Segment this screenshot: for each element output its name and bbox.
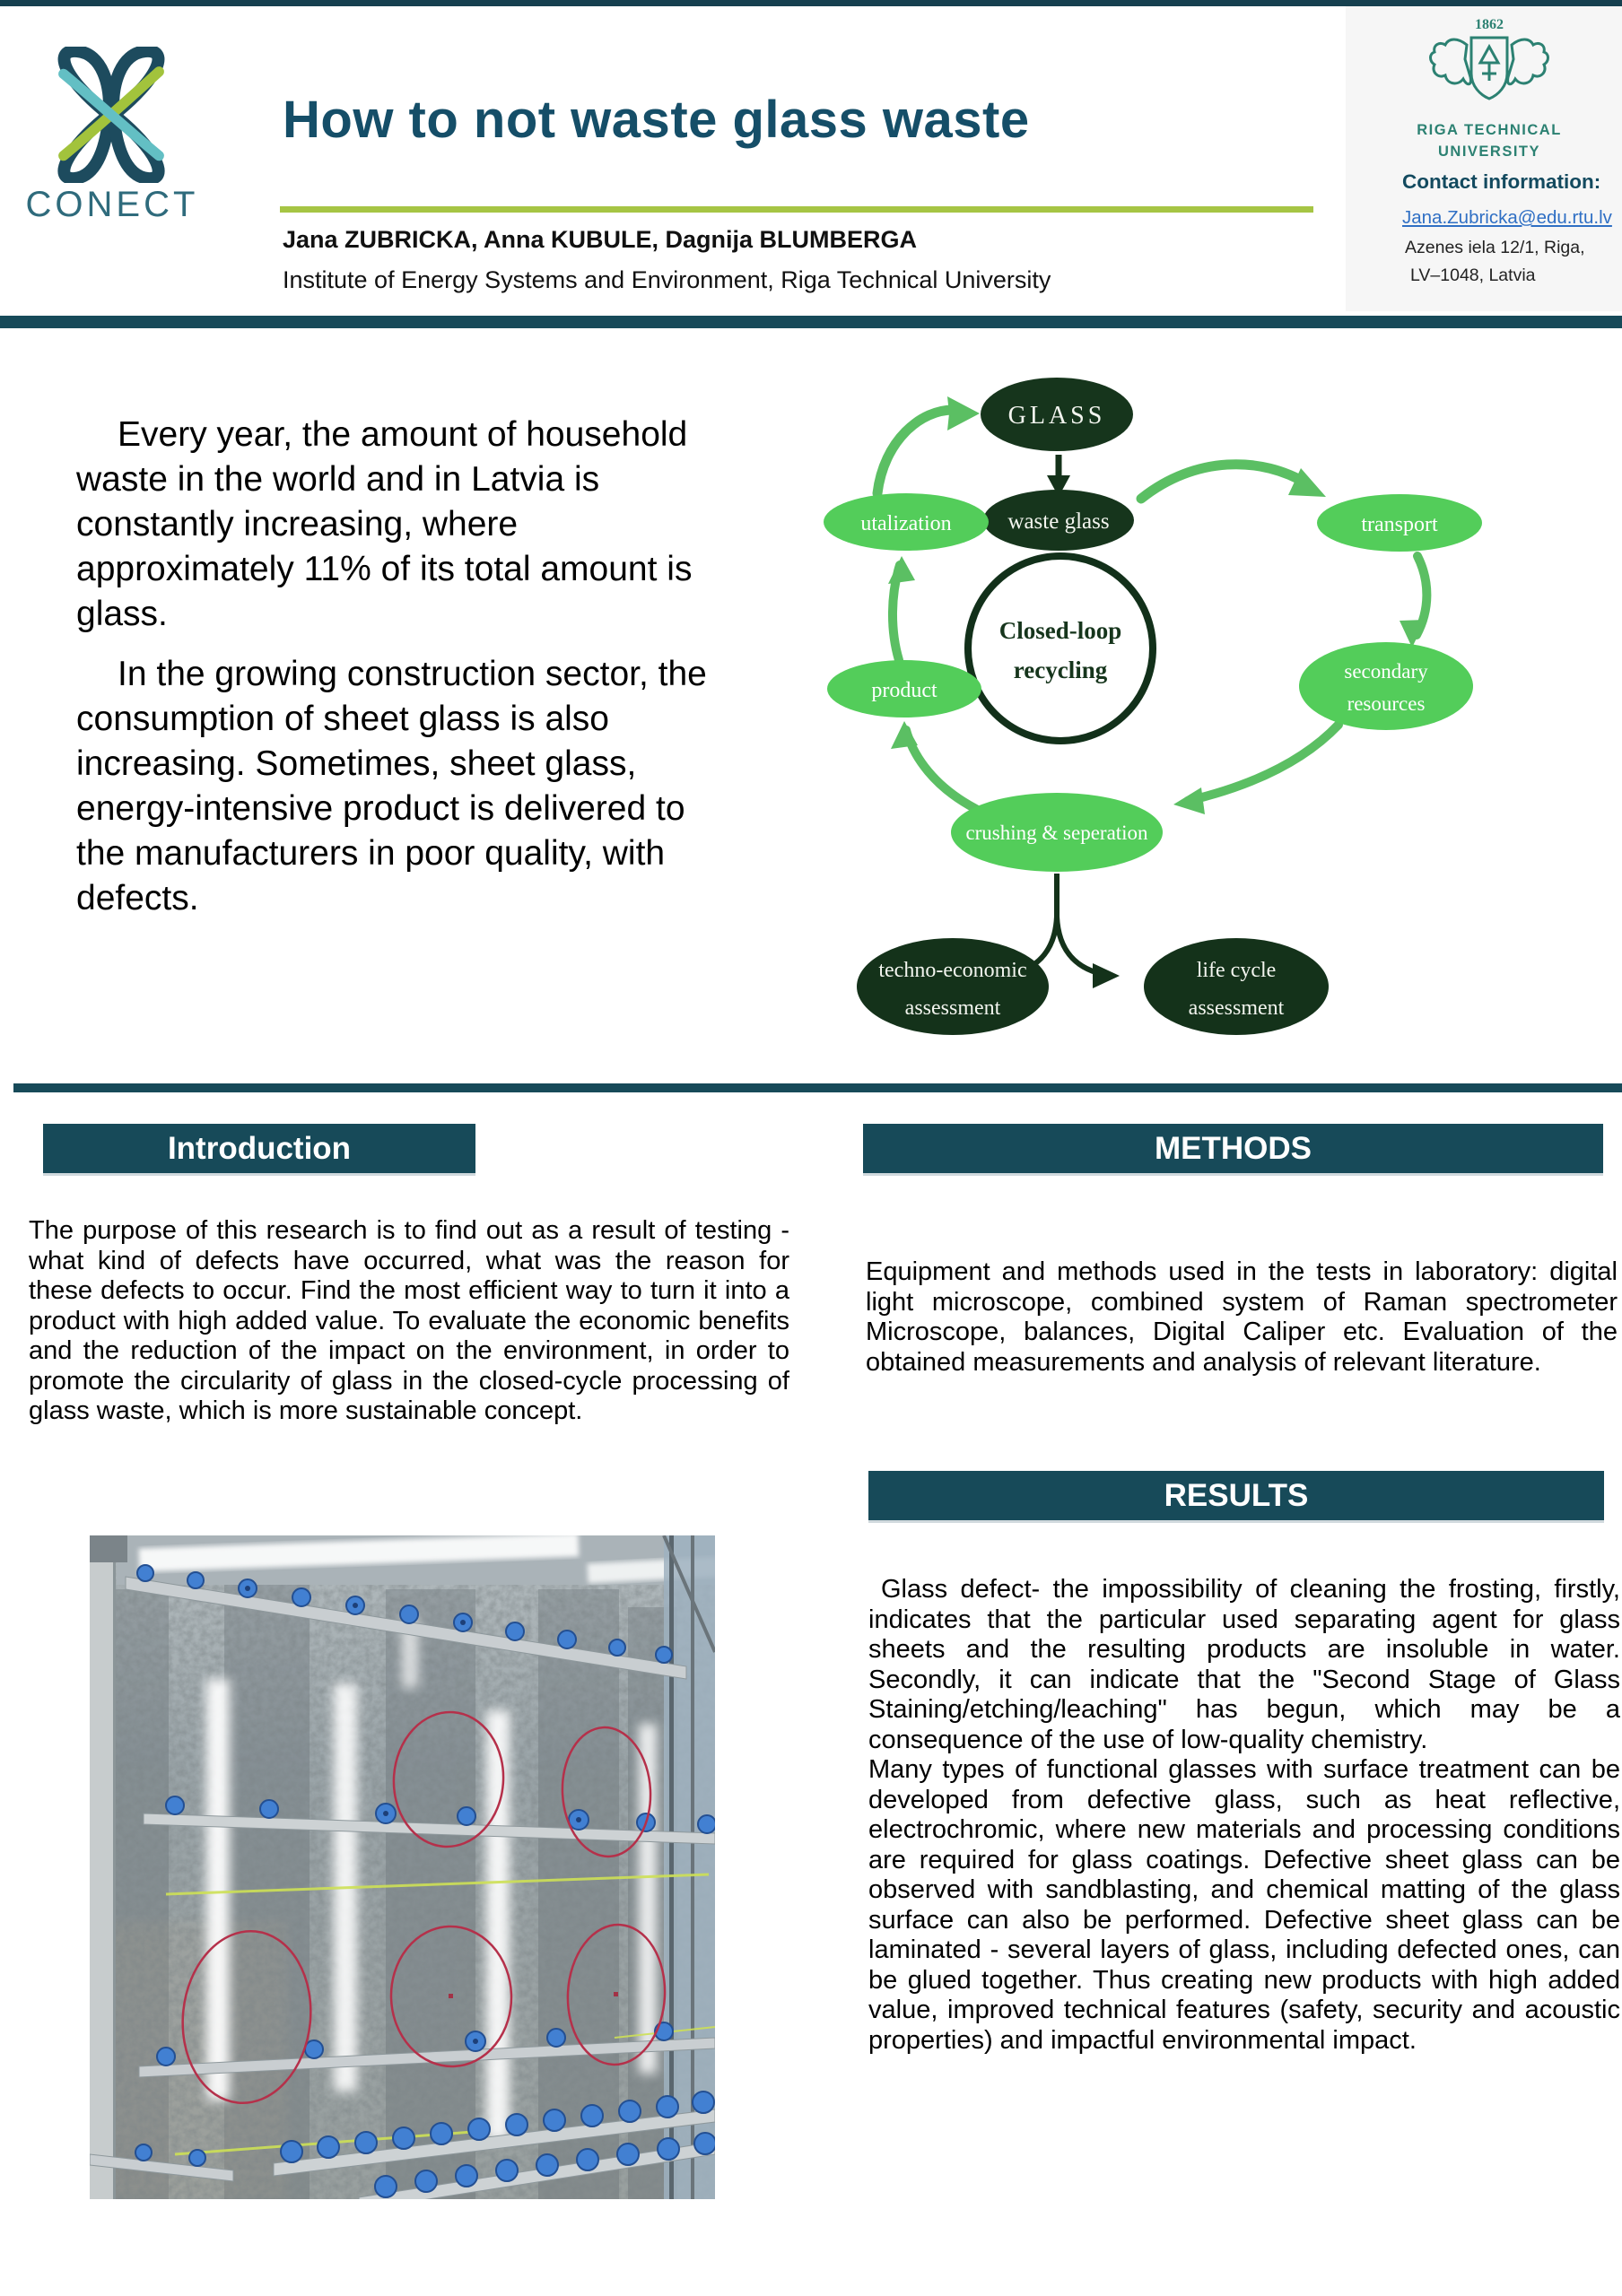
contact-address-line1: Azenes iela 12/1, Riga,: [1405, 238, 1585, 257]
results-title: RESULTS: [1164, 1477, 1309, 1513]
contact-heading: Contact information:: [1402, 170, 1601, 193]
node-transport-label: transport: [1361, 513, 1438, 536]
title-underline-rule: [280, 206, 1313, 213]
glass-defects-photo: [90, 1535, 715, 2199]
closed-loop-circle: [968, 556, 1153, 741]
node-techno-label1: techno-economic: [878, 959, 1027, 982]
contact-address-line2: LV–1048, Latvia: [1410, 265, 1536, 285]
methods-title: METHODS: [1155, 1130, 1312, 1166]
top-border-bar: [0, 0, 1622, 6]
node-secondary-resources: [1299, 642, 1473, 730]
closed-loop-label-line2: recycling: [1013, 657, 1108, 683]
results-body: [868, 1575, 1620, 2056]
authors-line: Jana ZUBRICKA, Anna KUBULE, Dagnija BLUMBERGA: [283, 226, 918, 253]
conect-logo-wordmark: CONECT: [25, 185, 199, 224]
node-techno-label2: assessment: [904, 996, 1001, 1020]
node-lifecycle-label2: assessment: [1188, 996, 1285, 1020]
node-secondary-label1: secondary: [1344, 660, 1428, 683]
poster-title: How to not waste glass waste: [283, 91, 1030, 149]
results-paragraph-2: Many types of functional glasses with surface treatment can be developed from defective glass, such as heat reflective, electrochromic, where new materials and processing conditions are required for glass coatings. Defective sheet glass can be observed with sandblasting, and chemical matting of the glass surface can also be performed. Defective sheet glass can be laminated - several layers of glass, including defected ones, can be glued together. Thus creating new products with high added value, improved technical features (safety, security and acoustic properties) and impactful environmental impact.: [868, 1755, 1620, 2055]
conect-logo-icon: [43, 47, 179, 183]
contact-email-link[interactable]: Jana.Zubricka@edu.rtu.lv: [1402, 207, 1612, 228]
section-header-results: [868, 1471, 1604, 1520]
diagram-arrows: [877, 410, 1426, 809]
results-paragraph-1: Glass defect- the impossibility of cleaning the frosting, firstly, indicates that the particular used separating agent for glass sheets and the resulting products are insoluble in water. Secondly, it can indicate that the "Second Stage of Glass Staining/etching/leaching" has begun, which may be a consequence of the use of low-quality chemistry.: [868, 1575, 1620, 1754]
methods-body: Equipment and methods used in the tests in laboratory: digital light microscope, combined system of Raman spectrometer Microscope, balances, Digital Caliper etc. Evaluation of the obtained measurements and analysis of relevant literature.: [866, 1257, 1618, 1377]
node-life-cycle: [1144, 938, 1329, 1035]
diagram-arrowheads: [888, 396, 1426, 814]
closed-loop-recycling-diagram: [789, 341, 1525, 1094]
node-glass-label: GLASS: [1007, 402, 1106, 430]
mid-separator-bar: [13, 1083, 1622, 1092]
section-header-introduction: [43, 1124, 475, 1173]
closed-loop-label-line1: Closed-loop: [998, 617, 1122, 644]
rtu-crest-icon: [1422, 14, 1557, 122]
node-lifecycle-label1: life cycle: [1196, 959, 1277, 982]
rtu-name-line1: RIGA TECHNICAL: [1417, 122, 1562, 138]
node-techno-economic: [857, 938, 1049, 1035]
node-utalization-label: utalization: [860, 512, 952, 535]
section-header-methods: [863, 1124, 1603, 1173]
rtu-name-line2: UNIVERSITY: [1437, 144, 1541, 160]
lead-paragraph-2: In the growing construction sector, the consumption of sheet glass is also increasing. Sometimes, sheet glass, energy-intensive product is delivered to the manufacturers in poor quality, with defects.: [76, 655, 707, 918]
institute-line: Institute of Energy Systems and Environment, Riga Technical University: [283, 266, 1051, 293]
introduction-body: The purpose of this research is to find out as a result of testing - what kind of defects have occurred, what was the reason for these defects to occur. Find the most efficient way to turn it into a product with high added value. To evaluate the economic benefits and the reduction of the impact on the environment, in order to promote the circularity of glass in the closed-cycle processing of glass waste, which is more sustainable concept.: [29, 1216, 789, 1425]
node-waste-glass-label: waste glass: [1007, 509, 1110, 534]
node-crushing-label: crushing & seperation: [965, 822, 1148, 844]
introduction-title: Introduction: [167, 1130, 352, 1166]
lead-paragraph-1: Every year, the amount of household waste in the world and in Latvia is constantly increasing, where approximately 11% of its total amount is glass.: [76, 415, 693, 633]
node-secondary-label2: resources: [1347, 692, 1426, 715]
header-separator-bar: [0, 316, 1622, 328]
rtu-year: 1862: [1475, 17, 1504, 32]
node-product-label: product: [871, 679, 937, 702]
